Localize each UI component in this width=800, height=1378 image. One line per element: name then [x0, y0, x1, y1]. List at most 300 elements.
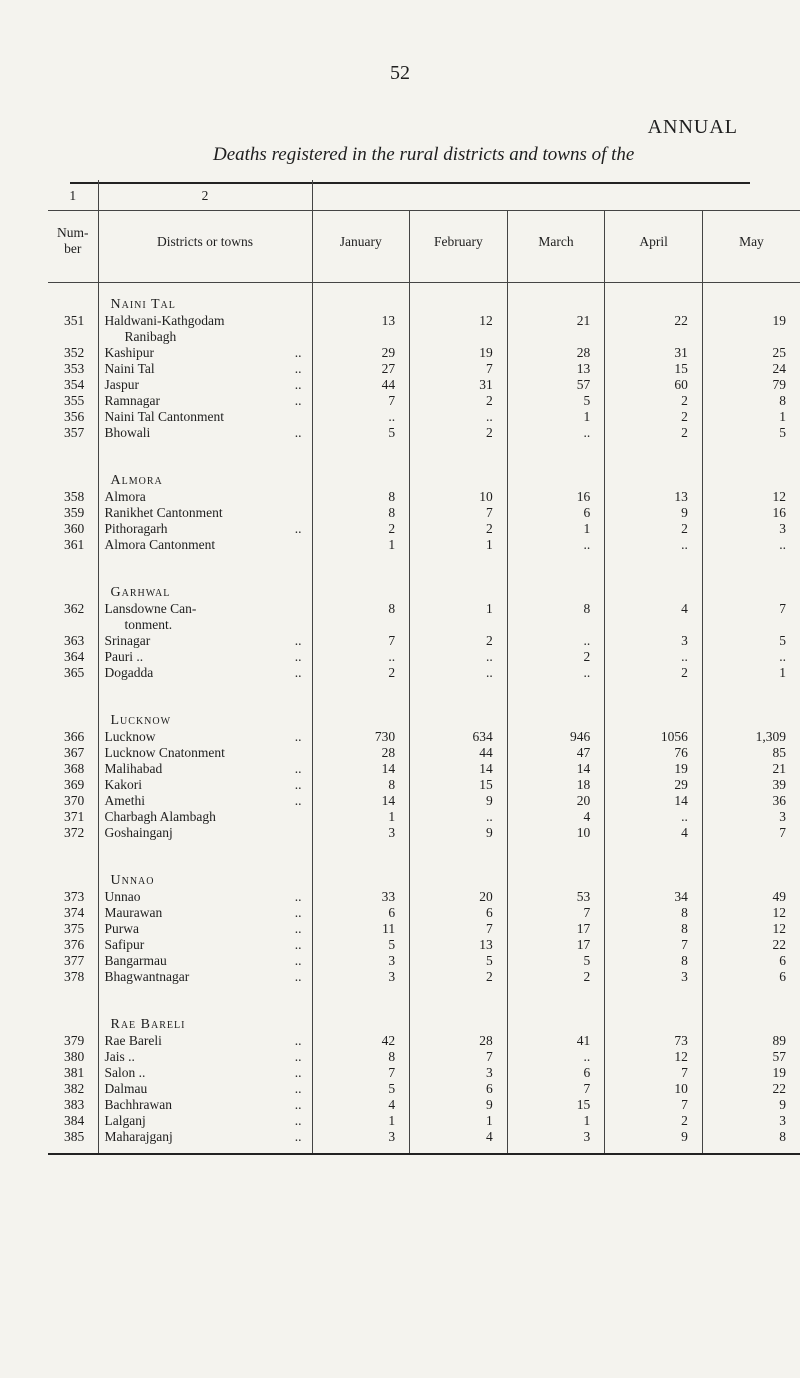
row-number: 361	[64, 537, 85, 552]
value-february: 3	[410, 1065, 508, 1081]
header-row	[48, 211, 800, 283]
table-row	[48, 969, 800, 985]
value-february: 20	[410, 889, 508, 905]
table-row	[48, 793, 800, 809]
value-february: ..	[410, 649, 508, 665]
value-january: 14	[312, 761, 410, 777]
value-april: 14	[605, 793, 703, 809]
continued-blank-cell	[605, 617, 703, 633]
district-name: Almora	[98, 489, 312, 505]
group-header-row	[48, 1003, 800, 1033]
value-april: 12	[605, 1049, 703, 1065]
value-april: 22	[605, 313, 703, 329]
value-january: ..	[312, 409, 410, 425]
row-number: 374	[64, 905, 85, 920]
spacer-cell	[312, 681, 410, 699]
spacer-cell	[312, 841, 410, 859]
value-april: 2	[605, 521, 703, 537]
value-february: 6	[410, 1081, 508, 1097]
value-march: 1	[507, 521, 605, 537]
group-blank-cell	[605, 1003, 703, 1033]
group-name: Unnao	[98, 859, 312, 889]
value-april: 2	[605, 425, 703, 441]
spacer-cell	[48, 985, 98, 1003]
value-february: 2	[410, 633, 508, 649]
value-may: 39	[702, 777, 800, 793]
value-april: 7	[605, 1097, 703, 1113]
group-blank-cell	[410, 1003, 508, 1033]
value-april: 13	[605, 489, 703, 505]
value-february: 9	[410, 825, 508, 841]
value-april: 60	[605, 377, 703, 393]
spacer-cell	[702, 553, 800, 571]
value-january: 4	[312, 1097, 410, 1113]
group-blank-cell	[702, 459, 800, 489]
deaths-table-container	[0, 180, 800, 1155]
row-number: 357	[64, 425, 85, 440]
group-blank-cell	[410, 571, 508, 601]
dot-leader: ..	[294, 921, 302, 936]
row-number: 360	[64, 521, 85, 536]
district-name: Pithoragarh ..	[98, 521, 312, 537]
dot-leader: ..	[294, 1097, 302, 1112]
column-index-blank	[312, 180, 800, 211]
spacer-cell	[605, 985, 703, 1003]
value-january: 5	[312, 1081, 410, 1097]
value-may: 3	[702, 1113, 800, 1129]
value-january: 44	[312, 377, 410, 393]
row-number: 384	[64, 1113, 85, 1128]
value-march: 1	[507, 409, 605, 425]
district-name: Almora Cantonment	[98, 537, 312, 553]
row-number: 351	[64, 313, 85, 328]
value-april: ..	[605, 649, 703, 665]
group-blank-cell	[507, 859, 605, 889]
dot-leader: ..	[294, 361, 302, 376]
spacer-cell	[507, 841, 605, 859]
value-february: 2	[410, 425, 508, 441]
district-name: Kakori ..	[98, 777, 312, 793]
row-number: 385	[64, 1129, 85, 1144]
table-row	[48, 921, 800, 937]
district-name: Lucknow Cnatonment	[98, 745, 312, 761]
value-may: 7	[702, 601, 800, 617]
row-number: 381	[64, 1065, 85, 1080]
value-april: 2	[605, 409, 703, 425]
group-spacer-row	[48, 985, 800, 1003]
row-number: 367	[64, 745, 85, 760]
row-number: 363	[64, 633, 85, 648]
column-index-row	[48, 180, 800, 211]
table-row	[48, 809, 800, 825]
table-row	[48, 649, 800, 665]
table-row	[48, 761, 800, 777]
group-blank-cell	[312, 459, 410, 489]
value-april: 73	[605, 1033, 703, 1049]
spacer-cell	[507, 553, 605, 571]
page-number: 52	[390, 62, 410, 84]
value-march: ..	[507, 633, 605, 649]
value-february: 1	[410, 537, 508, 553]
value-may: 1	[702, 409, 800, 425]
value-may: 12	[702, 905, 800, 921]
value-may: 3	[702, 809, 800, 825]
table-row	[48, 745, 800, 761]
spacer-cell	[98, 681, 312, 699]
value-march: 17	[507, 937, 605, 953]
district-name: Lucknow ..	[98, 729, 312, 745]
value-may: 6	[702, 953, 800, 969]
value-february: ..	[410, 665, 508, 681]
group-blank-cell	[312, 571, 410, 601]
table-row	[48, 729, 800, 745]
district-name: Jais .. ..	[98, 1049, 312, 1065]
value-april: 8	[605, 905, 703, 921]
spacer-cell	[410, 1145, 508, 1154]
value-may: 8	[702, 1129, 800, 1145]
value-january: 2	[312, 665, 410, 681]
group-header-row	[48, 571, 800, 601]
value-march: ..	[507, 1049, 605, 1065]
value-february: 9	[410, 1097, 508, 1113]
value-may: 12	[702, 489, 800, 505]
dot-leader: ..	[294, 1049, 302, 1064]
group-name: Almora	[98, 459, 312, 489]
row-number: 371	[64, 809, 85, 824]
row-number: 355	[64, 393, 85, 408]
table-row	[48, 521, 800, 537]
table-row	[48, 601, 800, 617]
continued-blank-cell	[507, 329, 605, 345]
value-may: 57	[702, 1049, 800, 1065]
dot-leader: ..	[294, 761, 302, 776]
value-april: 76	[605, 745, 703, 761]
group-blank-cell	[702, 859, 800, 889]
table-row	[48, 425, 800, 441]
value-may: 12	[702, 921, 800, 937]
spacer-cell	[605, 681, 703, 699]
table-row	[48, 1129, 800, 1145]
group-blank-cell	[312, 283, 410, 314]
value-may: 25	[702, 345, 800, 361]
table-row	[48, 1097, 800, 1113]
value-march: 18	[507, 777, 605, 793]
page-heading: ANNUAL	[647, 116, 738, 138]
group-blank-cell	[410, 699, 508, 729]
group-header-row	[48, 283, 800, 314]
group-blank-cell	[605, 859, 703, 889]
value-may: 89	[702, 1033, 800, 1049]
district-name: Dalmau ..	[98, 1081, 312, 1097]
table-row	[48, 377, 800, 393]
group-blank-cell	[605, 459, 703, 489]
dot-leader: ..	[294, 393, 302, 408]
spacer-cell	[48, 841, 98, 859]
value-february: 10	[410, 489, 508, 505]
dot-leader: ..	[294, 649, 302, 664]
value-january: 29	[312, 345, 410, 361]
table-row-continued	[48, 617, 800, 633]
value-february: 7	[410, 505, 508, 521]
group-number-blank	[48, 859, 98, 889]
group-blank-cell	[702, 571, 800, 601]
district-name: Goshainganj	[98, 825, 312, 841]
value-april: 2	[605, 1113, 703, 1129]
value-april: ..	[605, 537, 703, 553]
continued-blank-cell	[410, 329, 508, 345]
table-row	[48, 489, 800, 505]
group-blank-cell	[312, 699, 410, 729]
value-january: 42	[312, 1033, 410, 1049]
value-february: 9	[410, 793, 508, 809]
value-january: 8	[312, 1049, 410, 1065]
table-row	[48, 537, 800, 553]
value-march: ..	[507, 425, 605, 441]
group-blank-cell	[507, 1003, 605, 1033]
spacer-cell	[98, 1145, 312, 1154]
value-may: 21	[702, 761, 800, 777]
row-number-blank	[48, 329, 98, 345]
spacer-cell	[98, 441, 312, 459]
row-number: 368	[64, 761, 85, 776]
value-april: 9	[605, 505, 703, 521]
value-may: 9	[702, 1097, 800, 1113]
continued-blank-cell	[605, 329, 703, 345]
dot-leader: ..	[294, 521, 302, 536]
value-march: 5	[507, 393, 605, 409]
table-row	[48, 777, 800, 793]
value-january: 33	[312, 889, 410, 905]
value-april: 29	[605, 777, 703, 793]
row-number: 356	[64, 409, 85, 424]
value-april: 8	[605, 921, 703, 937]
district-name: Pauri .. ..	[98, 649, 312, 665]
value-march: 17	[507, 921, 605, 937]
dot-leader: ..	[294, 345, 302, 360]
value-march: 15	[507, 1097, 605, 1113]
value-february: 7	[410, 361, 508, 377]
value-april: 10	[605, 1081, 703, 1097]
value-may: 85	[702, 745, 800, 761]
value-march: 14	[507, 761, 605, 777]
district-name: Purwa ..	[98, 921, 312, 937]
table-row	[48, 665, 800, 681]
spacer-cell	[702, 681, 800, 699]
spacer-cell	[48, 441, 98, 459]
value-march: 57	[507, 377, 605, 393]
table-row	[48, 409, 800, 425]
value-april: 8	[605, 953, 703, 969]
table-body	[48, 180, 800, 1154]
row-number: 354	[64, 377, 85, 392]
district-name: Bhowali ..	[98, 425, 312, 441]
table-row	[48, 345, 800, 361]
value-february: 1	[410, 1113, 508, 1129]
value-april: 7	[605, 1065, 703, 1081]
group-spacer-row	[48, 441, 800, 459]
group-blank-cell	[312, 859, 410, 889]
dot-leader: ..	[294, 793, 302, 808]
value-january: 3	[312, 1129, 410, 1145]
table-row	[48, 889, 800, 905]
value-march: 7	[507, 905, 605, 921]
value-march: 6	[507, 505, 605, 521]
row-number: 359	[64, 505, 85, 520]
row-number: 352	[64, 345, 85, 360]
value-february: 7	[410, 921, 508, 937]
row-number: 376	[64, 937, 85, 952]
value-may: 49	[702, 889, 800, 905]
district-name: Ramnagar ..	[98, 393, 312, 409]
value-january: 3	[312, 825, 410, 841]
group-spacer-row	[48, 841, 800, 859]
table-row	[48, 905, 800, 921]
spacer-cell	[312, 1145, 410, 1154]
deaths-table	[48, 180, 800, 1155]
column-index-number: 1	[69, 188, 77, 203]
row-number: 362	[64, 601, 85, 616]
dot-leader: ..	[294, 1033, 302, 1048]
value-april: 9	[605, 1129, 703, 1145]
spacer-cell	[48, 681, 98, 699]
table-row	[48, 1049, 800, 1065]
header-april: April	[605, 211, 703, 283]
spacer-cell	[507, 985, 605, 1003]
district-name: Jaspur ..	[98, 377, 312, 393]
value-april: 3	[605, 969, 703, 985]
table-row	[48, 937, 800, 953]
spacer-cell	[410, 681, 508, 699]
value-january: 3	[312, 969, 410, 985]
group-spacer-row	[48, 553, 800, 571]
district-name: Bangarmau ..	[98, 953, 312, 969]
value-march: 28	[507, 345, 605, 361]
group-blank-cell	[507, 283, 605, 314]
group-blank-cell	[605, 699, 703, 729]
value-march: 16	[507, 489, 605, 505]
value-march: 5	[507, 953, 605, 969]
table-row	[48, 1033, 800, 1049]
group-blank-cell	[702, 1003, 800, 1033]
table-row-continued	[48, 329, 800, 345]
spacer-cell	[702, 441, 800, 459]
district-name: Bachhrawan ..	[98, 1097, 312, 1113]
continued-blank-cell	[312, 617, 410, 633]
value-january: 2	[312, 521, 410, 537]
value-march: ..	[507, 665, 605, 681]
district-name: Unnao ..	[98, 889, 312, 905]
row-number: 364	[64, 649, 85, 664]
header-january: January	[312, 211, 410, 283]
dot-leader: ..	[294, 1113, 302, 1128]
value-january: 11	[312, 921, 410, 937]
spacer-cell	[702, 1145, 800, 1154]
value-april: 7	[605, 937, 703, 953]
row-number: 369	[64, 777, 85, 792]
value-march: 2	[507, 649, 605, 665]
district-name: Malihabad ..	[98, 761, 312, 777]
value-may: 5	[702, 633, 800, 649]
table-row	[48, 633, 800, 649]
dot-leader: ..	[294, 953, 302, 968]
value-january: 5	[312, 937, 410, 953]
row-number: 366	[64, 729, 85, 744]
value-march: 21	[507, 313, 605, 329]
value-january: 1	[312, 537, 410, 553]
row-number: 379	[64, 1033, 85, 1048]
group-blank-cell	[702, 283, 800, 314]
spacer-cell	[410, 985, 508, 1003]
value-may: 16	[702, 505, 800, 521]
value-may: 22	[702, 1081, 800, 1097]
row-number: 383	[64, 1097, 85, 1112]
value-april: 3	[605, 633, 703, 649]
group-number-blank	[48, 459, 98, 489]
dot-leader: ..	[294, 425, 302, 440]
spacer-cell	[410, 441, 508, 459]
spacer-cell	[605, 441, 703, 459]
table-row	[48, 505, 800, 521]
group-blank-cell	[702, 699, 800, 729]
district-name: Ranikhet Cantonment	[98, 505, 312, 521]
value-february: 2	[410, 393, 508, 409]
value-april: 4	[605, 825, 703, 841]
spacer-cell	[605, 1145, 703, 1154]
group-header-row	[48, 459, 800, 489]
value-may: 19	[702, 313, 800, 329]
continued-blank-cell	[702, 617, 800, 633]
value-may: 19	[702, 1065, 800, 1081]
dot-leader: ..	[294, 665, 302, 680]
value-january: 28	[312, 745, 410, 761]
dot-leader: ..	[294, 937, 302, 952]
value-may: 36	[702, 793, 800, 809]
table-subtitle: Deaths registered in the rural districts and towns of the	[213, 144, 635, 165]
district-name: Amethi ..	[98, 793, 312, 809]
value-january: 8	[312, 601, 410, 617]
spacer-cell	[312, 985, 410, 1003]
continued-blank-cell	[702, 329, 800, 345]
value-april: 4	[605, 601, 703, 617]
value-march: 6	[507, 1065, 605, 1081]
group-blank-cell	[507, 459, 605, 489]
row-number: 370	[64, 793, 85, 808]
spacer-cell	[48, 1145, 98, 1154]
value-may: 1,309	[702, 729, 800, 745]
group-name: Lucknow	[98, 699, 312, 729]
group-name: Naini Tal	[98, 283, 312, 314]
row-number: 375	[64, 921, 85, 936]
row-number: 380	[64, 1049, 85, 1064]
value-march: 946	[507, 729, 605, 745]
row-number: 353	[64, 361, 85, 376]
value-may: 5	[702, 425, 800, 441]
value-may: 24	[702, 361, 800, 377]
group-blank-cell	[605, 571, 703, 601]
value-january: 1	[312, 1113, 410, 1129]
table-end-row	[48, 1145, 800, 1154]
spacer-cell	[605, 841, 703, 859]
table-row	[48, 1081, 800, 1097]
district-name: Kashipur ..	[98, 345, 312, 361]
value-february: 13	[410, 937, 508, 953]
district-name: Maharajganj ..	[98, 1129, 312, 1145]
district-name: Maurawan ..	[98, 905, 312, 921]
header-number: Num- ber	[48, 211, 98, 283]
group-number-blank	[48, 1003, 98, 1033]
district-name: Dogadda ..	[98, 665, 312, 681]
value-march: 3	[507, 1129, 605, 1145]
